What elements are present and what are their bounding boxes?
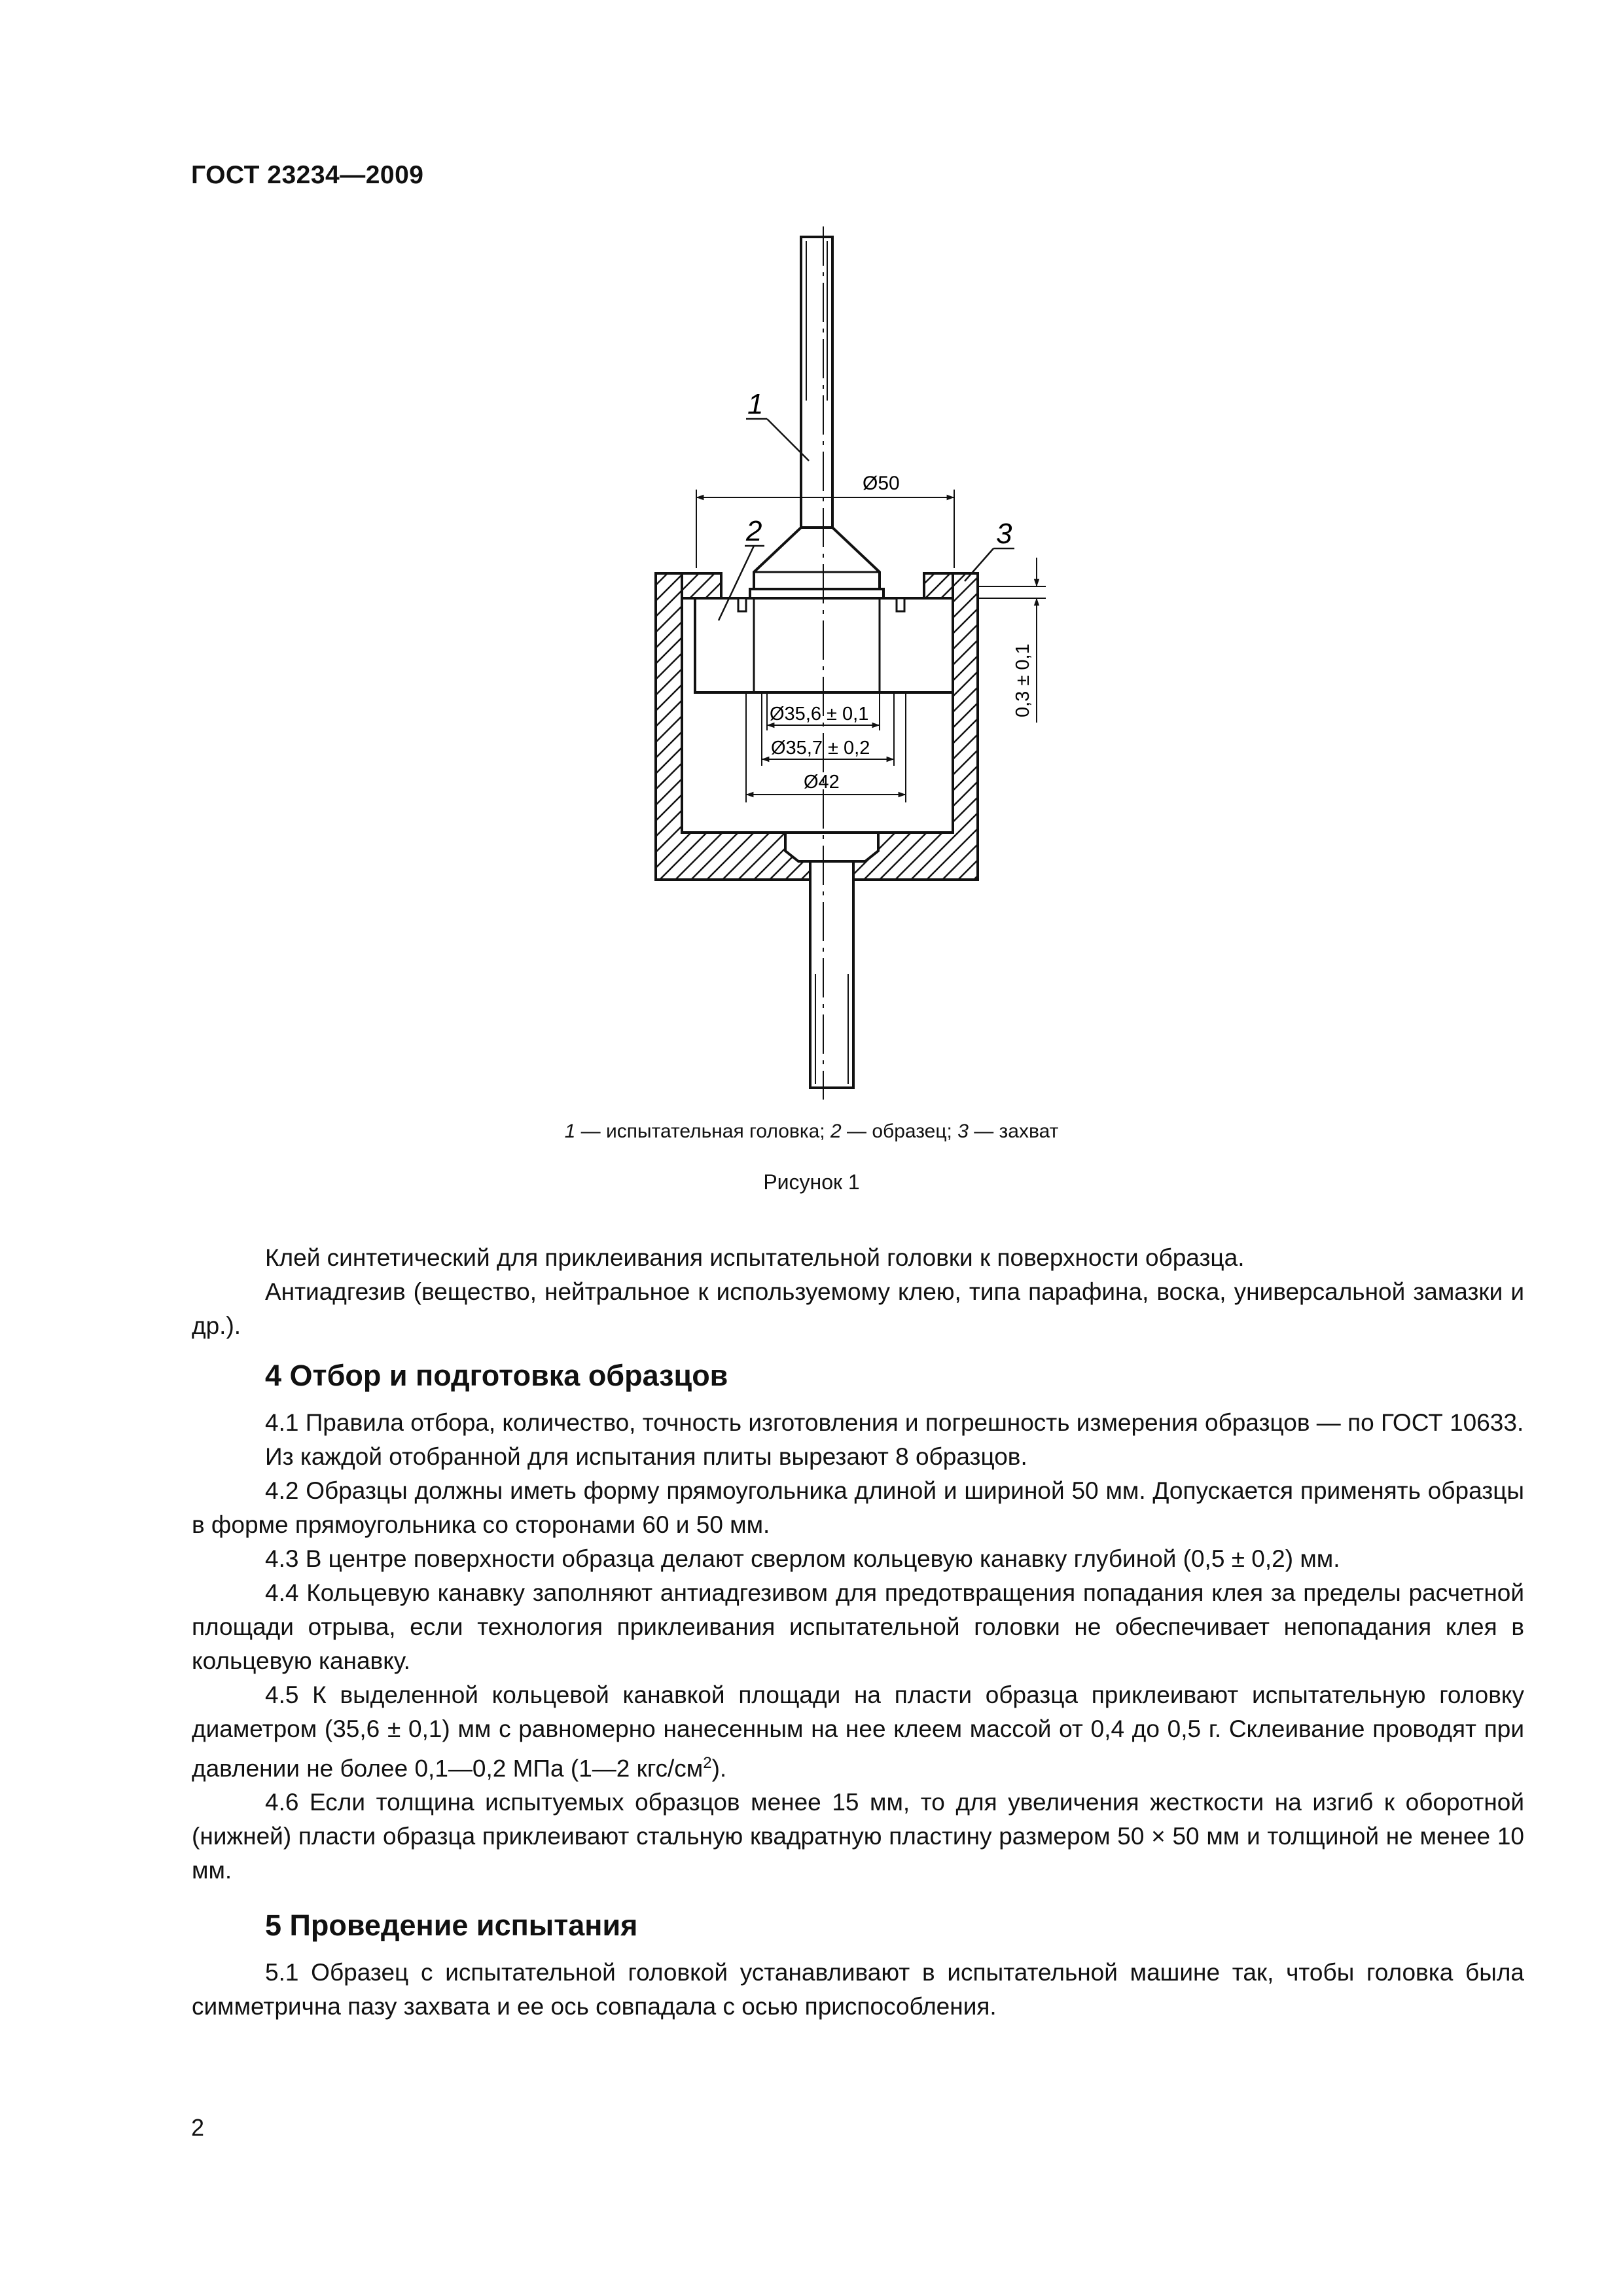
paragraph-glue: Клей синтетический для приклеивания испытательной головки к поверхности образца.	[265, 1244, 1245, 1271]
svg-text:3: 3	[996, 518, 1012, 550]
section-5-heading: 5 Проведение испытания	[265, 1909, 638, 1943]
section-4-heading: 4 Отбор и подготовка образцов	[265, 1359, 728, 1392]
callout-1	[746, 388, 809, 461]
dim-depth-label: 0,3 ± 0,1	[1012, 643, 1033, 717]
figure-legend: 1 — испытательная головка; 2 — образец; 3 — захват	[564, 1121, 1059, 1142]
dim-d357-label: Ø35,7 ± 0,2	[771, 738, 870, 759]
svg-text:2: 2	[746, 515, 762, 547]
page-number: 2	[191, 2114, 205, 2141]
paragraph-4-1b: Из каждой отобранной для испытания плиты вырезают 8 образцов.	[265, 1443, 1027, 1470]
paragraph-4-6: 4.6 Если толщина испытуемых образцов менее 15 мм, то для увеличения жесткости на изгиб к оборотной (нижней) пласти образца приклеивают стальную квадратную пластину размером 50 × 50 мм и толщиной не менее 10 мм.	[192, 1789, 1524, 1884]
document-header: ГОСТ 23234—2009	[191, 161, 424, 189]
paragraph-4-3: 4.3 В центре поверхности образца делают сверлом кольцевую канавку глубиной (0,5 ± 0,2) мм.	[265, 1545, 1340, 1572]
paragraph-4-4: 4.4 Кольцевую канавку заполняют антиадгезивом для предотвращения попадания клея за пределы расчетной площади отрыва, если технология приклеивания испытательной головки не обеспечивает непопадания клея в кольцевую канавку.	[192, 1579, 1524, 1674]
figure-caption: Рисунок 1	[763, 1170, 860, 1194]
paragraph-5-1: 5.1 Образец с испытательной головкой устанавливают в испытательной машине так, чтобы головка была симметрична пазу захвата и ее ось совпадала с осью приспособления.	[192, 1959, 1524, 2020]
dim-d356-label: Ø35,6 ± 0,1	[770, 704, 869, 725]
paragraph-4-5: 4.5 К выделенной кольцевой канавкой площади на пласти образца приклеивают испытательную головку диаметром (35,6 ± 0,1) мм с равномерно нанесенным на нее клеем массой от 0,4 до 0,5 г. Склеивание проводят при давлении не более 0,1—0,2 МПа (1—2 кгс/$см^2$).	[192, 1681, 1524, 1782]
paragraph-4-2: 4.2 Образцы должны иметь форму прямоугольника длиной и шириной 50 мм. Допускается применять образцы в форме прямоугольника со сторонами 60 и 50 мм.	[192, 1477, 1524, 1538]
paragraph-antiadhesive: Антиадгезив (вещество, нейтральное к используемому клею, типа парафина, воска, универсальной замазки и др.).	[192, 1278, 1524, 1339]
figure-drawing	[0, 0, 1623, 1126]
dim-d42-label: Ø42	[804, 772, 840, 793]
dim-d50-label: Ø50	[863, 473, 900, 494]
body-text	[192, 1241, 1524, 2024]
dimension-depth	[978, 558, 1046, 723]
svg-text:1: 1	[747, 388, 764, 420]
paragraph-4-1: 4.1 Правила отбора, количество, точность изготовления и погрешность измерения образцов — по ГОСТ 10633.	[265, 1409, 1524, 1436]
callout-3	[965, 518, 1014, 581]
